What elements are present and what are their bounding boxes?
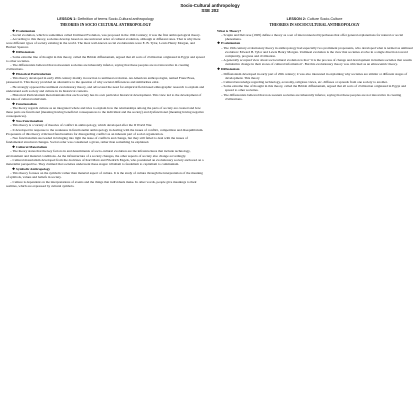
paragraph-text: It developed in response to the weakness in functionalist anthropology in dealing with the issues of conflict, competition and disequilibrium. Proponents of this theory criticized functionalists for disregarding conflict as an inherent part of social organization. <box>6 127 204 136</box>
section-heading <box>12 29 205 33</box>
left-sections <box>6 29 205 188</box>
section-heading-text: Evolutionism <box>16 28 36 33</box>
theory-question: What is Theory? <box>217 28 242 33</box>
right-column <box>215 17 414 188</box>
section-heading <box>217 67 414 71</box>
paragraph-text: This theory is a variety of theories of conflict in anthropology, which developed after the II World War. <box>12 123 153 128</box>
list-item-text: A generally accepted view about sociocultural evolution is that "it is the process of change and development in human societies that results cumulative change in their stores of cultural information". But this evolutionary theory was criticized as an ethnocentric theory. <box>223 58 412 67</box>
paragraph: – Neo functionalists succeeded in bringing into light the issue of conflicts and change, but they still failed to deal with the issues of fundamental structural changes. Social order was considered a given, rather than something be explained. <box>6 136 188 145</box>
bullet-icon: ❖ <box>12 28 16 33</box>
paragraph: – This theory focuses on the symbolic rather than material aspect of culture. It is the study of culture through the interpretation of the meaning of symbols, values and beliefs in society. <box>6 171 203 180</box>
paragraph-text: Cultural materialism developed from the doctrines of Karl Marx and Friedrich Engels, who postulated an evolutionary society anchored on a materialist perspective. They claimed that societies underwent these stages: tribalism to feudalism to capitalism to communism. <box>6 157 204 166</box>
bullet-icon: ❖ <box>12 145 16 150</box>
paragraph-text: Some extreme line of thought in this theory, called the British diffusionism, argued that all sorts of civilization originated in Egypt and spread to other societies. <box>6 54 205 63</box>
bullet-icon: ❖ <box>12 71 16 76</box>
list-item: – The 19th century evolutionary theory in anthropology had especially two prominent proponents, who developed what is termed as unilineal evolution: Edward B. Tylor and Lewis Henry Morgan. Unilineal evolution is the view that societies evolve in a single direction toward complexity, progress and civilization. <box>221 45 413 58</box>
document-header <box>6 3 414 13</box>
paragraph-text: Neo functionalists succeeded in bringing into light the issue of conflicts and change, but they still failed to deal with the issues of fundamental structural changes. Social order was considered a given, rather than something be explained. <box>6 136 188 145</box>
paragraph-text: Historical Particularism then maintains that each society has its own particular historical development. This view led to the development of the idea of cultural relativism. <box>6 93 202 102</box>
paragraph: – Culture is dependent on the interpretations of events and the things that individuals make. In other words, people give meanings to their realities, which are expressed by cultural symbols. <box>6 179 197 188</box>
paragraph-text: This theory focuses on the symbolic rather than material aspect of culture. It is the study of culture through the interpretation of the meaning of symbols, values and beliefs in society. <box>6 171 203 180</box>
list-item-text: Cultural knowledge regarding technology, economy, religious views, etc. diffuses or spreads from one society to another. <box>223 80 388 84</box>
paragraph: – The diffusionists believed that nonwestern societies are inherently inferior, saying that these peoples are not innovative in creating civilizations. <box>6 63 190 72</box>
paragraph: – This theory developed in early 20th century mainly in reaction to unilineal evolution. An American anthropologist, named Franz Boas, pioneered it. This theory provided an alternative to the question of why societal differences and similarities exist. <box>6 76 196 85</box>
list-item-text: The 19th century evolutionary theory in anthropology had especially two prominent proponents, who developed what is termed as unilineal evolution: Edward B. Tylor and Lewis Henry Morgan. Unilineal evolution is the view that societies evolve in a single direction toward complexity, progress and civilization. <box>223 45 413 58</box>
section-heading-text: Cultural Materialism <box>16 145 47 150</box>
section-heading <box>12 72 205 76</box>
lesson-1-title: Definition of terms Socio-Cultural anthropology <box>76 17 154 22</box>
right-column-title: THEORIES IN SOCIOCULTURAL ANTHROPOLOGY <box>269 22 360 27</box>
paragraph: – This theory is a variety of theories of conflict in anthropology, which developed after the II World War. <box>10 123 153 128</box>
list-item-text: Some extreme line of thought in this theory, called the British diffusionism, argued that all sorts of civilization originated in Egypt and spread to other societies. <box>223 84 406 93</box>
section-heading-text: Diffusionism <box>16 50 35 55</box>
section-heading <box>12 50 205 54</box>
bullet-icon: ❖ <box>217 41 221 46</box>
paragraph: – Some extreme line of thought in this theory, called the British diffusionism, argued that all sorts of civilization originated in Egypt and spread to other societies. <box>6 54 205 63</box>
section-heading <box>12 167 205 171</box>
bullet-icon: ❖ <box>217 67 221 72</box>
section-heading <box>12 102 205 106</box>
lesson-2-title: Culture Socio-Culture <box>306 17 343 22</box>
right-sections <box>215 41 414 101</box>
section-heading-text: Symbolic Anthropology <box>16 166 51 171</box>
section-heading-text: Neo Functionalism <box>16 118 44 123</box>
paragraph-text: According to this theory, societies develop based on one universal order of cultural evolution, although at different rates. That is why there were different types of society existing in the world. The most well-known social evolutionists were E. B. Tylor, Lewis Henry Morgan, and Herbert Spencer. <box>6 37 201 50</box>
paragraph: – He strongly opposed the unilineal evolutionary theory, and advocated the need for empirical field-based ethnographic research to explain and understand each society and culture in its historical contexts. <box>6 84 205 93</box>
bullet-icon: ❖ <box>12 101 16 106</box>
paragraph: – According to this theory, societies develop based on one universal order of cultural evolution, although at different rates. That is why there were different types of society existing in the world. The most well-known social evolutionists were E. B. Tylor, Lewis Henry Morgan, and Herbert Spencer. <box>6 37 201 50</box>
lesson-1-heading <box>6 17 205 21</box>
list-item: – Some extreme line of thought in this theory, called the British diffusionism, argued that all sorts of civilization originated in Egypt and spread to other societies. <box>221 84 406 93</box>
paragraph-text: The theory regards culture as an integrated whole and tries to explain how the relationships among the parts of society are created and how these parts are functional (meaning having beneficial consequences to the individual and the society) and dysfunctional (meaning having negative consequences). <box>6 106 204 119</box>
lesson-2-label: LESSON 2: <box>286 17 307 22</box>
paragraph: – The theory regards culture as an integrated whole and tries to explain how the relationships among the parts of society are created and how these parts are functional (meaning having beneficial consequences to the individual and the society) and dysfunctional (meaning having negative consequences). <box>6 106 204 119</box>
course-title: Socio-Cultural anthropology <box>180 3 240 8</box>
theory-definition: – Scupin and DeCorse (1995) define a theory as a set of interconnected hypotheses that offer general explanations for natural or social phenomena. <box>221 32 404 41</box>
paragraph-text: The theory states that the key factors in and determinants of socio-cultural evolution are the infrastructures that include technology, environment and material conditions. As the infrastructure of a society changes, the other aspects of society also change accordingly. <box>6 149 191 158</box>
list-item: – A generally accepted view about sociocultural evolution is that "it is the process of change and development in human societies that results cumulative change in their stores of cultural information". But this evolutionary theory was criticized as an ethnocentric theory. <box>221 58 412 67</box>
paragraph-text: Culture is dependent on the interpretations of events and the things that individuals make. In other words, people give meanings to their realities, which are expressed by cultural symbols. <box>6 179 197 188</box>
left-column-title: THEORIES IN SOCIO CULTURAL ANTHROPOLOGY <box>59 22 152 27</box>
left-column <box>6 17 205 188</box>
course-code: SSE 202 <box>201 8 219 14</box>
list-item-text: The diffusionists believed that non-western societies are inherently inferior, saying that these peoples are not innovative in creating civilizations. <box>223 92 402 101</box>
lesson-2-heading <box>215 17 414 21</box>
paragraph: – Social evolution, which is sometimes called Unilineal Evolution, was proposed in the 19th Century; it was the first anthropological theory. <box>10 32 201 37</box>
list-item-text: Diffusionism developed in early part of 20th century; it was also interested in explaining why societies are similar or different stages of development. This theory <box>223 71 408 80</box>
section-heading-text: Evolutionism <box>221 41 241 46</box>
list-item: – Cultural knowledge regarding technology, economy, religious views, etc. diffuses or spreads from one society to another. <box>221 80 388 84</box>
lesson-1-label: LESSON 1: <box>57 17 77 22</box>
paragraph: – It developed in response to the weakness in functionalist anthropology in dealing with the issues of conflict, competition and disequilibrium. Proponents of this theory criticized functionalists for disregarding conflict as an inherent part of social organization. <box>6 127 204 136</box>
list-item: – Diffusionism developed in early part of 20th century; it was also interested in explaining why societies are similar or different stages of development. This theory <box>221 71 408 80</box>
section-heading-text: Diffusionism <box>221 67 240 72</box>
content-columns <box>6 17 414 188</box>
paragraph-text: He strongly opposed the unilineal evolutionary theory, and advocated the need for empirical field-based ethnographic research to explain and understand each society and culture in its historical contexts. <box>6 84 205 93</box>
list-item: – The diffusionists believed that non-western societies are inherently inferior, saying that these peoples are not innovative in creating civilizations. <box>221 92 402 101</box>
paragraph-text: Social evolution, which is sometimes called Unilineal Evolution, was proposed in the 19th Century; it was the first anthropological theory. <box>12 32 201 37</box>
bullet-icon: ❖ <box>12 118 16 123</box>
section-heading <box>12 119 205 123</box>
section-heading <box>12 145 205 149</box>
bullet-icon: ❖ <box>12 166 16 171</box>
section-heading <box>217 41 414 45</box>
paragraph: – Historical Particularism then maintains that each society has its own particular historical development. This view led to the development of the idea of cultural relativism. <box>6 93 202 102</box>
paragraph: – The theory states that the key factors in and determinants of socio-cultural evolution are the infrastructures that include technology, environment and material conditions. As the infrastructure of a society changes, the other aspects of society also change accordingly. <box>6 149 191 158</box>
section-heading-text: Historical Particularism <box>16 71 52 76</box>
paragraph-text: This theory developed in early 20th century mainly in reaction to unilineal evolution. An American anthropologist, named Franz Boas, pioneered it. This theory provided an alternative to the question of why societal differences and similarities exist. <box>6 76 196 85</box>
paragraph-text: The diffusionists believed that nonwestern societies are inherently inferior, saying that these peoples are not innovative in creating civilizations. <box>6 63 190 72</box>
section-heading-text: Functionalism <box>16 101 37 106</box>
bullet-icon: ❖ <box>12 50 16 55</box>
paragraph: – Cultural materialism developed from the doctrines of Karl Marx and Friedrich Engels, who postulated an evolutionary society anchored on a materialist perspective. They claimed that societies underwent these stages: tribalism to feudalism to capitalism to communism. <box>6 157 204 166</box>
